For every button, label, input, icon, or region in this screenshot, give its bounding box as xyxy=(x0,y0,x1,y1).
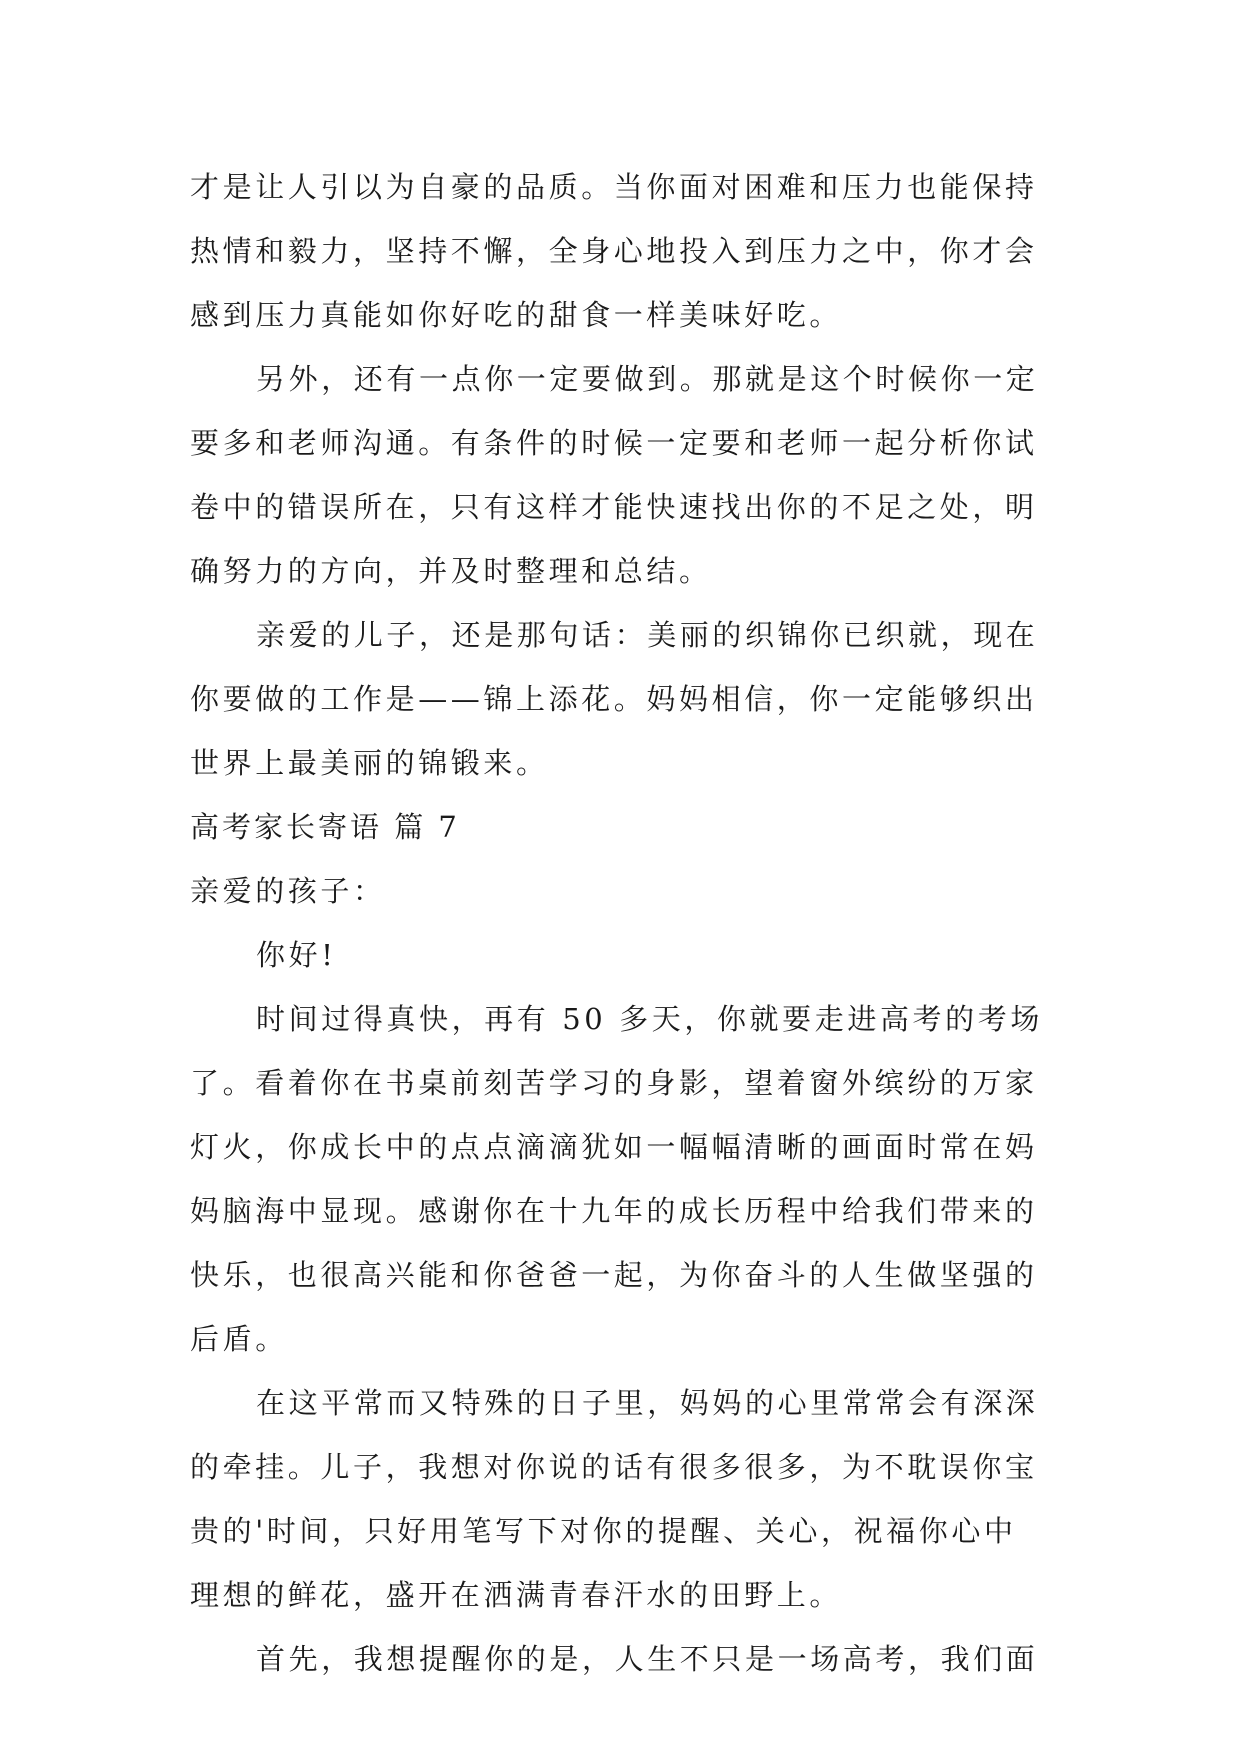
paragraph-line: 感到压力真能如你好吃的甜食一样美味好吃。 xyxy=(190,298,843,332)
paragraph-concern xyxy=(190,1371,1070,1627)
paragraph-brocade xyxy=(190,603,1070,795)
paragraph-pride xyxy=(190,155,1070,347)
section-heading: 高考家长寄语 篇 7 xyxy=(190,810,460,844)
paragraph-line: 世界上最美丽的锦锻来。 xyxy=(190,746,549,780)
paragraph-line: 贵的'时间，只好用笔写下对你的提醒、关心，祝福你心中 xyxy=(190,1514,1017,1548)
paragraph-line: 了。看着你在书桌前刻苦学习的身影，望着窗外缤纷的万家 xyxy=(190,1066,1038,1100)
paragraph-line: 快乐，也很高兴能和你爸爸一起，为你奋斗的人生做坚强的 xyxy=(190,1258,1038,1292)
salutation: 亲爱的孩子： xyxy=(190,874,386,908)
paragraph-line: 后盾。 xyxy=(190,1322,288,1356)
greeting: 你好! xyxy=(256,938,337,972)
paragraph-line: 卷中的错误所在，只有这样才能快速找出你的不足之处，明 xyxy=(190,490,1038,524)
paragraph-line: 亲爱的儿子，还是那句话：美丽的织锦你已织就，现在 xyxy=(256,618,1039,652)
paragraph-line: 你要做的工作是——锦上添花。妈妈相信，你一定能够织出 xyxy=(190,682,1038,716)
document-body xyxy=(190,155,1070,1691)
paragraph-first-reminder xyxy=(190,1627,1070,1691)
paragraph-line: 首先，我想提醒你的是，人生不只是一场高考，我们面 xyxy=(256,1642,1039,1676)
paragraph-line: 热情和毅力，坚持不懈，全身心地投入到压力之中，你才会 xyxy=(190,234,1038,268)
paragraph-time-flies xyxy=(190,987,1070,1371)
paragraph-line: 在这平常而又特殊的日子里，妈妈的心里常常会有深深 xyxy=(256,1386,1039,1420)
paragraph-line: 确努力的方向，并及时整理和总结。 xyxy=(190,554,712,588)
paragraph-line: 灯火，你成长中的点点滴滴犹如一幅幅清晰的画面时常在妈 xyxy=(190,1130,1038,1164)
paragraph-line: 妈脑海中显现。感谢你在十九年的成长历程中给我们带来的 xyxy=(190,1194,1038,1228)
paragraph-line: 才是让人引以为自豪的品质。当你面对困难和压力也能保持 xyxy=(190,170,1038,204)
paragraph-line: 另外，还有一点你一定要做到。那就是这个时候你一定 xyxy=(256,362,1039,396)
paragraph-line: 的牵挂。儿子，我想对你说的话有很多很多，为不耽误你宝 xyxy=(190,1450,1038,1484)
paragraph-line: 要多和老师沟通。有条件的时候一定要和老师一起分析你试 xyxy=(190,426,1038,460)
paragraph-line: 理想的鲜花，盛开在洒满青春汗水的田野上。 xyxy=(190,1578,843,1612)
paragraph-teacher-communication xyxy=(190,347,1070,603)
paragraph-line: 时间过得真快，再有 50 多天，你就要走进高考的考场 xyxy=(256,1002,1043,1036)
